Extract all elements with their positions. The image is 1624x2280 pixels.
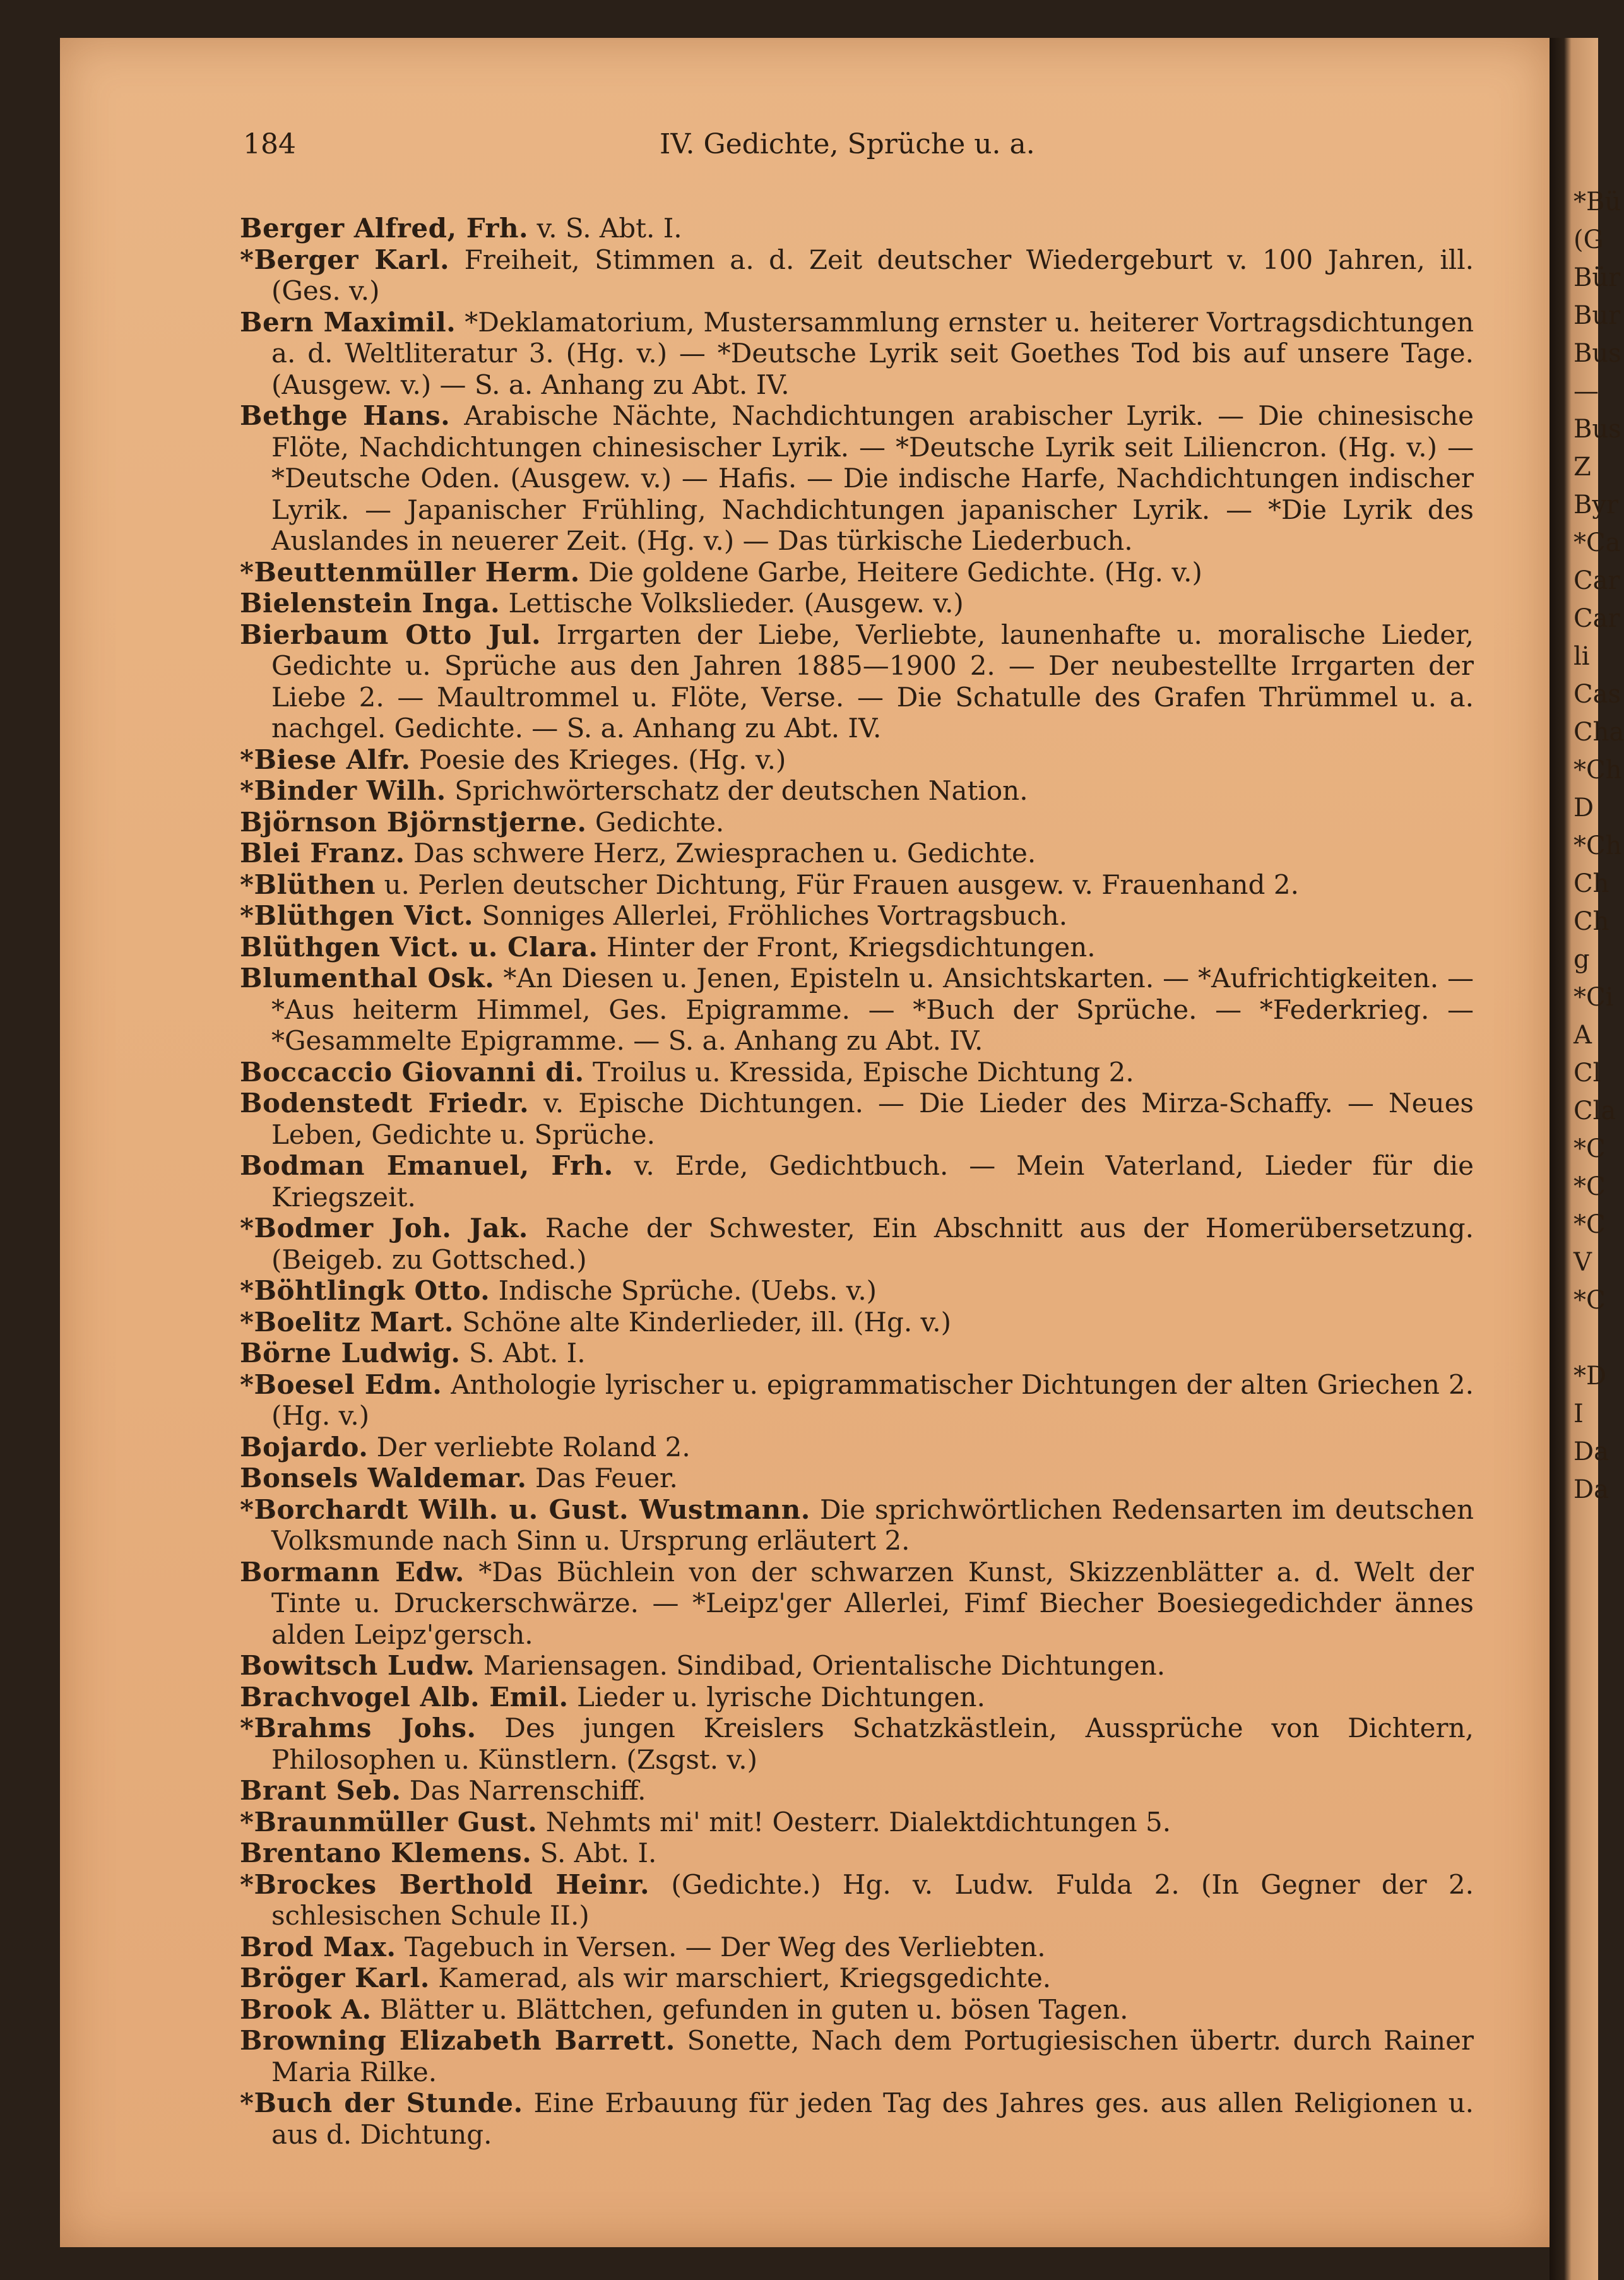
- bibliography-entry: [240, 807, 1474, 838]
- entry-author: Brentano Klemens.: [240, 1838, 532, 1868]
- bibliography-entry: [240, 869, 1474, 901]
- entry-text: Poesie des Krieges. (Hg. v.): [410, 744, 786, 775]
- entry-author: Börne Ludwig.: [240, 1338, 461, 1369]
- entry-author: Blüthgen Vict. u. Clara.: [240, 931, 598, 963]
- bibliography-entry: [240, 1213, 1474, 1275]
- entry-author: *Brockes Berthold Heinr.: [240, 1868, 650, 1900]
- bibliography-entry: [240, 1432, 1474, 1463]
- entry-author: Bodman Emanuel, Frh.: [240, 1150, 613, 1181]
- entry-text: Freiheit, Stimmen a. d. Zeit deutscher Wiedergeburt v. 100 Jahren, ill. (Ges. v.): [271, 244, 1474, 306]
- entry-text: Tagebuch in Versen. — Der Weg des Verliebten.: [396, 1931, 1046, 1962]
- entry-author: *Blüthgen Vict.: [240, 900, 474, 931]
- entry-text: (Gedichte.) Hg. v. Ludw. Fulda 2. (In Gegner der 2. schlesischen Schule II.): [271, 1868, 1474, 1931]
- bibliography-entry: [240, 1557, 1474, 1651]
- bibliography-entry: [240, 1932, 1474, 1963]
- entry-author: Brant Seb.: [240, 1775, 401, 1806]
- bibliography-entry: [240, 1057, 1474, 1088]
- bibliography-entry: [240, 244, 1474, 307]
- entry-text: Nehmts mi' mit! Oesterr. Dialektdichtungen 5.: [537, 1806, 1171, 1838]
- entry-author: *Böhtlingk Otto.: [240, 1275, 490, 1306]
- entry-author: *Braunmüller Gust.: [240, 1806, 538, 1838]
- entry-author: Bonsels Waldemar.: [240, 1463, 527, 1493]
- entry-text: Das schwere Herz, Zwiesprachen u. Gedichte.: [405, 838, 1036, 869]
- entry-author: Bormann Edw.: [240, 1556, 465, 1588]
- entry-text: Irrgarten der Liebe, Verliebte, launenhafte u. moralische Lieder, Gedichte u. Sprüche aus den Jahren 1885—1900 2. — Der neubestellte Irrgarten der Liebe 2. — Maultrommel u. Flöte, Verse. — Die Schatulle des Grafen Thrümmel u. a. nachgel. Gedichte. — S. a. Anhang zu Abt. IV.: [271, 619, 1474, 744]
- entry-text: Gedichte.: [586, 806, 725, 838]
- facing-page-edge: [1550, 38, 1624, 2280]
- bibliography-entry: [240, 619, 1474, 744]
- entry-author: Bielenstein Inga.: [240, 588, 501, 619]
- entry-text: Indische Sprüche. (Uebs. v.): [490, 1275, 877, 1306]
- bibliography-entry: [240, 557, 1474, 588]
- entry-text: Eine Erbauung für jeden Tag des Jahres ges. aus allen Religionen u. aus d. Dichtung.: [271, 2087, 1474, 2150]
- bibliography-entry: [240, 307, 1474, 401]
- entry-text: Schöne alte Kinderlieder, ill. (Hg. v.): [453, 1306, 952, 1338]
- entry-author: Brachvogel Alb. Emil.: [240, 1681, 569, 1713]
- entry-author: *Bodmer Joh. Jak.: [240, 1213, 528, 1244]
- entry-author: *Blüthen: [240, 869, 376, 900]
- entry-text: Lieder u. lyrische Dichtungen.: [568, 1681, 985, 1713]
- entry-text: Hinter der Front, Kriegsdichtungen.: [598, 931, 1096, 963]
- entry-text: Anthologie lyrischer u. epigrammatischer Dichtungen der alten Griechen 2. (Hg. v.): [271, 1369, 1474, 1431]
- entry-text: Die goldene Garbe, Heitere Gedichte. (Hg. v.): [579, 556, 1202, 588]
- entry-author: Blumenthal Osk.: [240, 963, 495, 994]
- bibliography-entry: [240, 838, 1474, 869]
- entry-author: Björnson Björnstjerne.: [240, 806, 587, 838]
- bibliography-entry: [240, 1307, 1474, 1338]
- page-number: 184: [243, 128, 296, 160]
- entry-text: v. Epische Dichtungen. — Die Lieder des Mirza-Schaffy. — Neues Leben, Gedichte u. Sprüche.: [271, 1088, 1474, 1150]
- entry-author: Bierbaum Otto Jul.: [240, 619, 542, 650]
- entry-text: Die sprichwörtlichen Redensarten im deutschen Volksmunde nach Sinn u. Ursprung erläutert 2.: [271, 1493, 1474, 1556]
- bibliography-entry: [240, 1682, 1474, 1713]
- bibliography-entry: [240, 1463, 1474, 1494]
- entry-author: Berger Alfred, Frh.: [240, 213, 529, 244]
- entry-author: *Brahms Johs.: [240, 1713, 477, 1743]
- entry-text: Das Feuer.: [526, 1463, 678, 1493]
- bibliography-entry: [240, 1338, 1474, 1369]
- entry-text: *Das Büchlein von der schwarzen Kunst, Skizzenblätter a. d. Welt der Tinte u. Druckerschwärze. — *Leipz'ger Allerlei, Fimf Biecher Boesiegedichder ännes alden Leipz'gersch.: [271, 1556, 1474, 1650]
- bibliography-entry: [240, 1650, 1474, 1682]
- bibliography-entry: [240, 1807, 1474, 1838]
- entry-author: *Boesel Edm.: [240, 1369, 442, 1400]
- entry-text: v. Erde, Gedichtbuch. — Mein Vaterland, Lieder für die Kriegszeit.: [271, 1150, 1474, 1213]
- bibliography-entry: [240, 213, 1474, 244]
- entry-text: Troilus u. Kressida, Epische Dichtung 2.: [584, 1056, 1134, 1088]
- entry-text: Arabische Nächte, Nachdichtungen arabischer Lyrik. — Die chinesische Flöte, Nachdichtungen chinesischer Lyrik. — *Deutsche Lyrik seit Liliencron. (Hg. v.) — *Deutsche Oden. (Ausgew. v.) — Hafis. — Die indische Harfe, Nachdichtungen indischer Lyrik. — Japanischer Frühling, Nachdichtungen japanischer Lyrik. — *Die Lyrik des Auslandes in neuerer Zeit. (Hg. v.) — Das türkische Liederbuch.: [271, 400, 1474, 556]
- entry-text: Blätter u. Blättchen, gefunden in guten u. bösen Tagen.: [371, 1993, 1129, 2025]
- entry-author: Brod Max.: [240, 1931, 396, 1962]
- bibliography-entry: [240, 1869, 1474, 1932]
- facing-page-fragment: *Bü (G Bür Bur Bus — Bus Z Byr *Ca Car Car li Cas Cha *Ch D *Ch Ch Ch g *Ci A Cl Cla *C *C *C V *C *D I Da Da: [1574, 187, 1624, 1504]
- bibliography-entry: [240, 2087, 1474, 2150]
- bibliography-list: [240, 213, 1474, 2150]
- entry-author: Bojardo.: [240, 1431, 369, 1463]
- bibliography-entry: [240, 1369, 1474, 1432]
- entry-text: *Deklamatorium, Mustersammlung ernster u. heiterer Vortragsdichtungen a. d. Weltliteratur 3. (Hg. v.) — *Deutsche Lyrik seit Goethes Tod bis auf unsere Tage. (Ausgew. v.) — S. a. Anhang zu Abt. IV.: [271, 306, 1474, 400]
- entry-author: *Buch der Stunde.: [240, 2087, 523, 2118]
- entry-text: *An Diesen u. Jenen, Episteln u. Ansichtskarten. — *Aufrichtigkeiten. — *Aus heiterm Himmel, Ges. Epigramme. — *Buch der Sprüche. — *Federkrieg. — *Gesammelte Epigramme. — S. a. Anhang zu Abt. IV.: [271, 963, 1474, 1056]
- bibliography-entry: [240, 1838, 1474, 1869]
- entry-text: Sonette, Nach dem Portugiesischen übertr. durch Rainer Maria Rilke.: [271, 2025, 1474, 2087]
- entry-text: v. S. Abt. I.: [528, 213, 682, 244]
- bibliography-entry: [240, 775, 1474, 807]
- entry-text: S. Abt. I.: [531, 1838, 657, 1868]
- bibliography-entry: [240, 400, 1474, 557]
- entry-text: u. Perlen deutscher Dichtung, Für Frauen ausgew. v. Frauenhand 2.: [376, 869, 1299, 900]
- entry-text: S. Abt. I.: [460, 1338, 586, 1369]
- entry-author: *Biese Alfr.: [240, 744, 411, 775]
- entry-author: Boccaccio Giovanni di.: [240, 1056, 584, 1088]
- entry-author: Bowitsch Ludw.: [240, 1650, 475, 1681]
- entry-author: Bern Maximil.: [240, 306, 456, 338]
- entry-author: *Binder Wilh.: [240, 775, 446, 806]
- bibliography-entry: [240, 2025, 1474, 2087]
- entry-text: Mariensagen. Sindibad, Orientalische Dichtungen.: [475, 1650, 1166, 1681]
- bibliography-entry: [240, 1150, 1474, 1213]
- entry-author: *Berger Karl.: [240, 244, 450, 275]
- entry-author: Blei Franz.: [240, 838, 405, 869]
- entry-text: Rache der Schwester, Ein Abschnitt aus der Homerübersetzung. (Beigeb. zu Gottsched.): [271, 1213, 1474, 1275]
- bibliography-entry: [240, 932, 1474, 963]
- entry-text: Des jungen Kreislers Schatzkästlein, Aussprüche von Dichtern, Philosophen u. Künstlern. (Zsgst. v.): [271, 1713, 1474, 1775]
- entry-text: Sprichwörterschatz der deutschen Nation.: [446, 775, 1028, 806]
- entry-author: Bodenstedt Friedr.: [240, 1088, 530, 1119]
- bibliography-entry: [240, 1088, 1474, 1150]
- bibliography-entry: [240, 1994, 1474, 2026]
- entry-text: Das Narrenschiff.: [401, 1775, 646, 1806]
- entry-author: Bröger Karl.: [240, 1962, 430, 1993]
- entry-author: *Beuttenmüller Herm.: [240, 556, 580, 588]
- entry-author: *Borchardt Wilh. u. Gust. Wustmann.: [240, 1493, 810, 1525]
- bibliography-entry: [240, 744, 1474, 776]
- entry-text: Lettische Volkslieder. (Ausgew. v.): [500, 588, 964, 619]
- entry-author: Bethge Hans.: [240, 400, 451, 431]
- entry-author: *Boelitz Mart.: [240, 1306, 454, 1338]
- bibliography-entry: [240, 963, 1474, 1057]
- entry-author: Brook A.: [240, 1993, 372, 2025]
- bibliography-entry: [240, 900, 1474, 932]
- entry-text: Kamerad, als wir marschiert, Kriegsgedichte.: [429, 1962, 1052, 1993]
- entry-text: Der verliebte Roland 2.: [368, 1431, 690, 1463]
- bibliography-entry: [240, 588, 1474, 619]
- entry-author: Browning Elizabeth Barrett.: [240, 2025, 675, 2056]
- bibliography-entry: [240, 1962, 1474, 1994]
- bibliography-entry: [240, 1494, 1474, 1557]
- bibliography-entry: [240, 1775, 1474, 1807]
- entry-text: Sonniges Allerlei, Fröhliches Vortragsbuch.: [473, 900, 1068, 931]
- section-title: IV. Gedichte, Sprüche u. a.: [660, 128, 1035, 160]
- bibliography-entry: [240, 1713, 1474, 1775]
- bibliography-entry: [240, 1275, 1474, 1307]
